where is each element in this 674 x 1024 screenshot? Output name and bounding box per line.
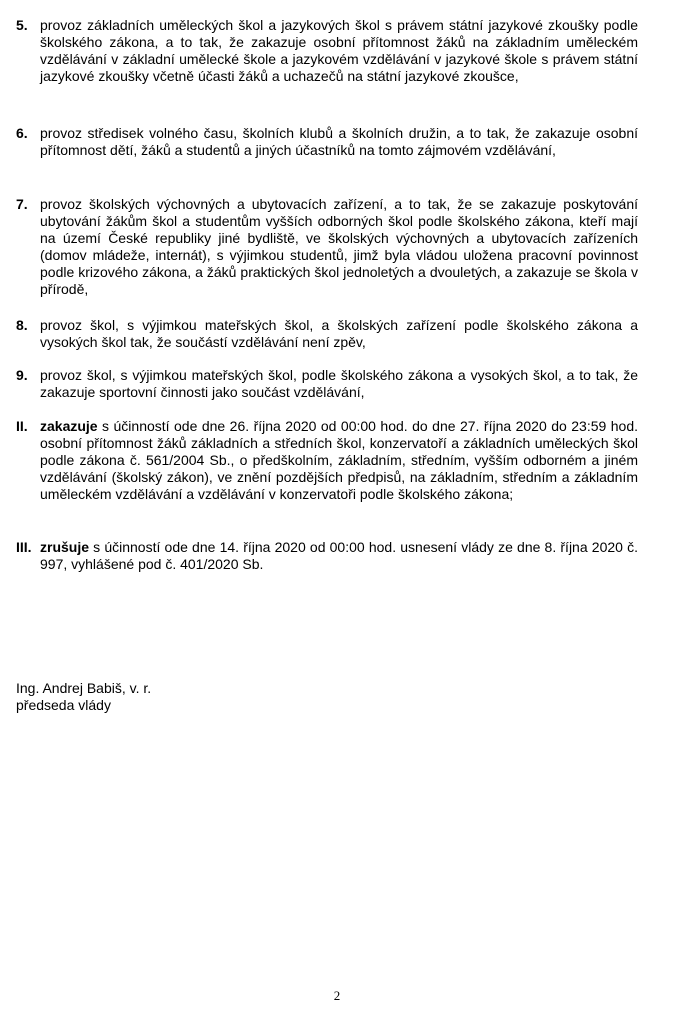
list-item-6 xyxy=(16,125,638,159)
item-text: provoz školských výchovných a ubytovacích zařízení, a to tak, že se zakazuje poskytování ubytování žákům škol a studentům vyšších odborných škol podle školského zákona, kteří mají na území České republiky jiné bydliště, ve školských výchovných a ubytovacích zařízeních (domov mládeže, internát), s výjimkou studentů, jimž byla vládou uložena pracovní povinnost podle krizového zákona, a žáků praktických škol jednoletých a dvouletých, a zakazuje se škola v přírodě, xyxy=(40,196,638,297)
section-text xyxy=(40,539,638,573)
signatory-role: předseda vlády xyxy=(16,696,111,713)
item-number: 7. xyxy=(16,196,28,212)
section-text xyxy=(40,418,638,503)
section-number: II. xyxy=(16,418,28,434)
section-body: s účinností ode dne 26. října 2020 od 00:00 hod. do dne 27. října 2020 do 23:59 hod. osobní přítomnost žáků základních a středních škol, konzervatoří a základních uměleckých škol podle zákona č. 561/2004 Sb., o předškolním, základním, středním, vyšším odborném a jiném vzdělávání (školský zákon), ve znění pozdějších předpisů, na základním, středním a základním uměleckém vzdělávání a vzdělávání v konzervatoři podle školského zákona; xyxy=(40,418,638,502)
section-ii xyxy=(16,418,638,503)
list-item-5 xyxy=(16,17,638,85)
section-verb: zrušuje xyxy=(40,539,90,555)
signature-block xyxy=(16,680,151,714)
item-number: 8. xyxy=(16,317,28,333)
item-text: provoz škol, s výjimkou mateřských škol, podle školského zákona a vysokých škol, a to tak, že zakazuje sportovní činnosti jako součást vzdělávání, xyxy=(40,367,638,400)
section-body: s účinností ode dne 14. října 2020 od 00:00 hod. usnesení vlády ze dne 8. října 2020 č. 997, vyhlášené pod č. 401/2020 Sb. xyxy=(40,539,638,572)
list-item-8 xyxy=(16,317,638,351)
section-verb: zakazuje xyxy=(40,418,98,434)
item-text: provoz základních uměleckých škol a jazykových škol s právem státní jazykové zkoušky podle školského zákona, a to tak, že zakazuje osobní přítomnost žáků na základním uměleckém vzdělávání v základní umělecké škole a jazykovém vzdělávání v jazykové škole s právem státní jazykové zkoušky včetně účasti žáků a uchazečů na státní jazykové zkoušce, xyxy=(40,17,638,84)
item-text: provoz středisek volného času, školních klubů a školních družin, a to tak, že zakazuje osobní přítomnost dětí, žáků a studentů a jiných účastníků na tomto zájmovém vzdělávání, xyxy=(40,125,638,158)
section-number: III. xyxy=(16,539,32,555)
item-number: 6. xyxy=(16,125,28,141)
list-item-7 xyxy=(16,196,638,297)
item-number: 9. xyxy=(16,367,28,383)
section-iii xyxy=(16,539,638,573)
item-number: 5. xyxy=(16,17,28,33)
item-text: provoz škol, s výjimkou mateřských škol, a školských zařízení podle školského zákona a vysokých škol tak, že součástí vzdělávání není zpěv, xyxy=(40,317,638,350)
list-item-9 xyxy=(16,367,638,401)
signatory-name: Ing. Andrej Babiš, v. r. xyxy=(16,680,152,696)
page-number: 2 xyxy=(333,988,341,1003)
